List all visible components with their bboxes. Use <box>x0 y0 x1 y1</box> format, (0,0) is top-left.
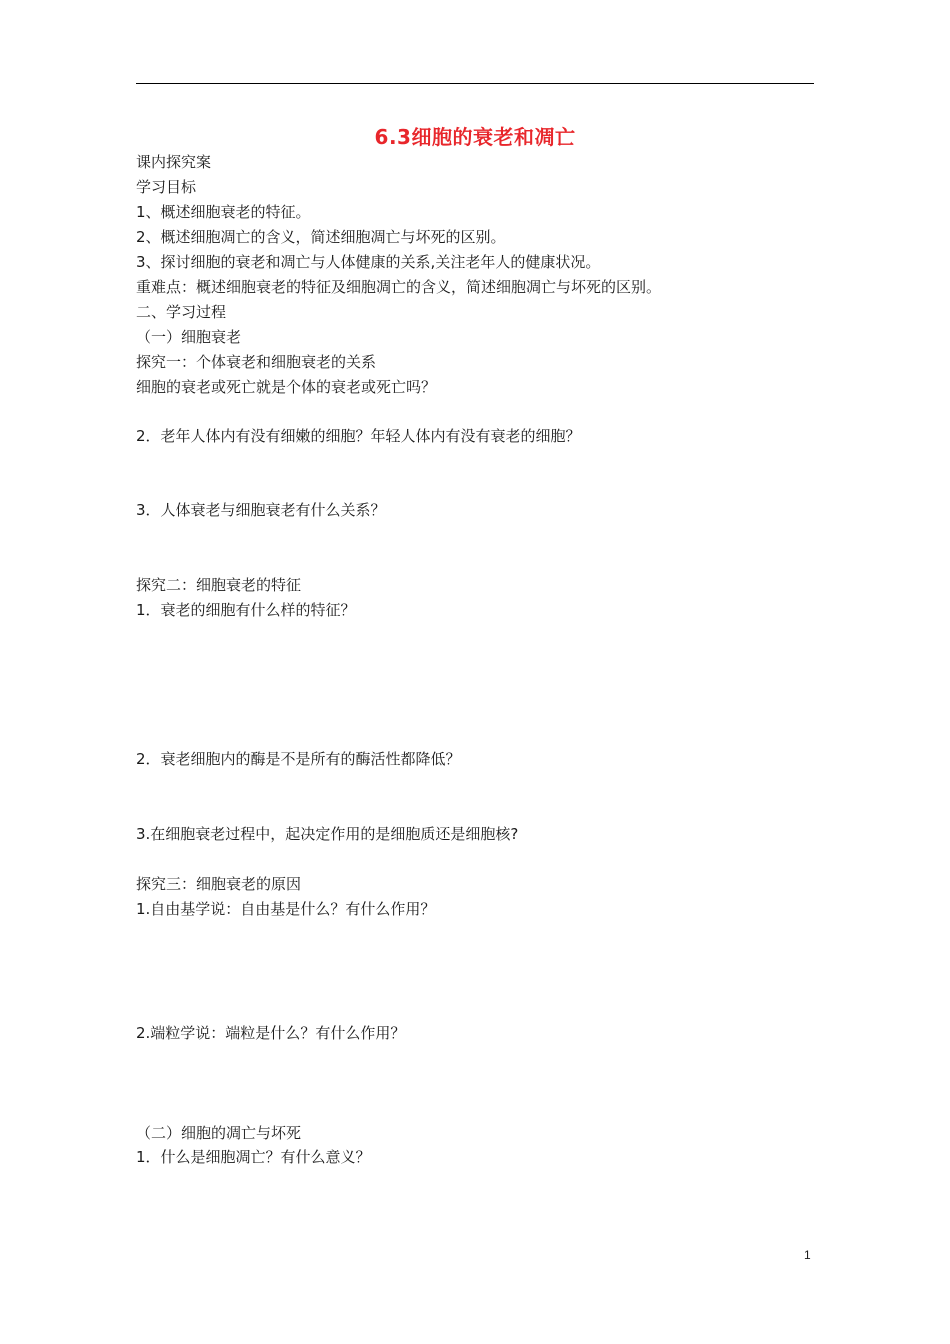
apoptosis-question-1: 1．什么是细胞凋亡？有什么意义？ <box>136 1148 371 1166</box>
inquiry-3-question-2: 2.端粒学说：端粒是什么？有什么作用？ <box>136 1024 406 1042</box>
subsection-heading-apoptosis-necrosis: （二）细胞的凋亡与坏死 <box>136 1124 302 1142</box>
inquiry-2-question-3: 3.在细胞衰老过程中，起决定作用的是细胞质还是细胞核? <box>136 825 519 843</box>
inquiry-3-question-1: 1.自由基学说：自由基是什么？有什么作用？ <box>136 900 436 918</box>
section-heading-learning-objectives: 学习目标 <box>136 178 197 196</box>
objective-item-3: 3、探讨细胞的衰老和凋亡与人体健康的关系,关注老年人的健康状况。 <box>136 253 601 271</box>
page-title: 6.3细胞的衰老和凋亡 <box>374 125 576 149</box>
objective-item-2: 2、概述细胞凋亡的含义，简述细胞凋亡与坏死的区别。 <box>136 228 506 246</box>
section-heading-learning-process: 二、学习过程 <box>136 303 227 321</box>
subsection-heading-cell-aging: （一）细胞衰老 <box>136 328 242 346</box>
inquiry-2-question-2: 2．衰老细胞内的酶是不是所有的酶活性都降低？ <box>136 750 461 768</box>
inquiry-1-question-1: 细胞的衰老或死亡就是个体的衰老或死亡吗？ <box>136 378 437 396</box>
inquiry-1-question-2: 2．老年人体内有没有细嫩的细胞？年轻人体内有没有衰老的细胞？ <box>136 427 581 445</box>
inquiry-2-question-1: 1．衰老的细胞有什么样的特征？ <box>136 601 356 619</box>
page-number: 1 <box>804 1248 811 1262</box>
inquiry-3-heading: 探究三：细胞衰老的原因 <box>136 875 302 893</box>
inquiry-2-heading: 探究二：细胞衰老的特征 <box>136 576 302 594</box>
section-heading-in-class-inquiry: 课内探究案 <box>136 153 212 171</box>
key-difficult-points: 重难点：概述细胞衰老的特征及细胞凋亡的含义，简述细胞凋亡与坏死的区别。 <box>136 278 662 296</box>
header-rule <box>136 83 814 84</box>
inquiry-1-heading: 探究一：个体衰老和细胞衰老的关系 <box>136 353 377 371</box>
inquiry-1-question-3: 3．人体衰老与细胞衰老有什么关系？ <box>136 501 386 519</box>
objective-item-1: 1、概述细胞衰老的特征。 <box>136 203 311 221</box>
